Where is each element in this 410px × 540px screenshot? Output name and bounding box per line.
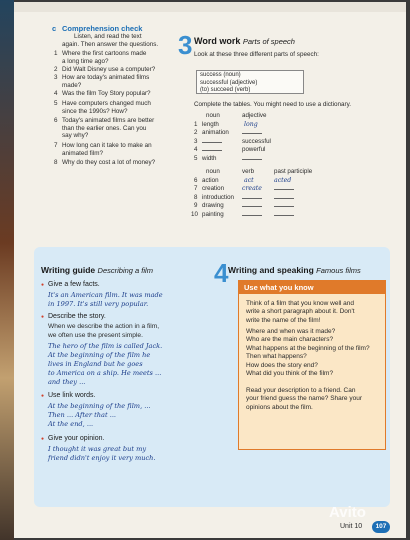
bullet-link-words: ● Use link words. [48,392,95,399]
textbook-page: c Comprehension check Listen, and read the text again. Then answer the questions. 1 Where the first cartoons made a long time ago? 2 Did Walt Disney use a computer? 3 How are today's animated films made? 4 Was the film Toy Story popular? 5 Have computers changed much since the 1990s? How? 6 Today's animated films are better than the earlier ones. Can you say why? 7 How long can it take to make an animated film? 8 Why do they cost a lot of money? 3 Word work Parts of speech Look at these three different parts of speech: success (noun) successful (adjective) (to) succeed (verb) Complete the tables. You might need to use a dictionary. noun adjective 1 length long 2 animation 3 successful 4 powerful 5 width noun verb past participle 6 action act acted 7 creation create 8 introduction 9 drawing 10 painting Writing guide Describing a film ● Give a few facts. It's an American film. It was made in 1997. It's still very popular. ● Describe the story. When we describe the action in a film, we often use the present simple. The hero of the film is called Jack. At the beginning of the film he lives in England but he goes to America on a ship. He meets ... and they ... ● Use link words. At the beginning of the film, ... Then ... After that ... At the end, ... ● Give your opinion. I thought it was great but my friend didn't enjoy it very much. 4 Writing and speaking Famous films Use what you know Think of a film that you know well and write a short paragraph about it. Don't write the name of the film! Where and when was it made? Who are the main characters? What happens at the beginning of the film? Then what happens? How does the story end? What did you think of the film? Read your description to a friend. Can your friend guess the name? Share your opinions about the film. Unit 10 107 Avito [14,2,406,538]
guide-questions: Where and when was it made? Who are the main characters? What happens at the beginning of the film? Then what happens? How does the story end? What did you think of the film? [246,328,370,378]
example-story: The hero of the film is called Jack. At the beginning of the film he lives in England but he goes to America on a ship. He meets ... and they ... [48,342,163,386]
task-outro: Read your description to a friend. Can your friend guess the name? Share your opinions about the film. [246,387,362,411]
question-2: 2 Did Walt Disney use a computer? [54,66,156,73]
example-link-words: At the beginning of the film, ... Then ... After that ... At the end, ... [48,402,151,428]
bullet-opinion: ● Give your opinion. [48,435,104,442]
comprehension-instructions-1: Listen, and read the text [74,33,142,40]
comprehension-letter: c [52,24,57,33]
question-6: 6 Today's animated films are better than the earlier ones. Can you say why? [54,117,155,140]
tables-instruction: Complete the tables. You might need to use a dictionary. [194,101,352,108]
parts-of-speech-box: success (noun) successful (adjective) (to) succeed (verb) [196,70,304,94]
page-top-band [14,2,406,12]
question-7: 7 How long can it take to make an animated film? [54,142,152,157]
unit-label: Unit 10 [340,523,363,530]
question-3: 3 How are today's animated films made? [54,74,150,89]
comprehension-title: Comprehension check [62,24,143,33]
avito-watermark: Avito [329,504,366,521]
story-note: When we describe the action in a film, we often use the present simple. [48,323,160,339]
use-what-you-know-title: Use what you know [239,281,385,294]
page-number: 107 [372,521,390,533]
adjacent-page-edge [0,0,14,540]
section-4-number: 4 [214,258,229,288]
section-3-number: 3 [178,30,193,60]
question-5: 5 Have computers changed much since the 1990s? How? [54,100,151,115]
bullet-facts: ● Give a few facts. [48,281,100,288]
question-1: 1 Where the first cartoons made a long time ago? [54,50,147,65]
bullet-story: ● Describe the story. [48,313,106,320]
comprehension-instructions-2: again. Then answer the questions. [62,41,159,48]
example-facts: It's an American film. It was made in 1997. It's still very popular. [48,291,163,308]
task-intro: Think of a film that you know well and write a short paragraph about it. Don't write the name of the film! [246,300,355,324]
word-work-heading: Word work Parts of speech [194,36,295,46]
question-8: 8 Why do they cost a lot of money? [54,159,156,166]
use-what-you-know-box [238,280,386,450]
question-4: 4 Was the film Toy Story popular? [54,90,151,97]
writing-speaking-heading: Writing and speaking Famous films [228,265,361,275]
example-opinion: I thought it was great but my friend didn't enjoy it very much. [48,445,156,462]
writing-guide-heading: Writing guide Describing a film [41,265,153,275]
word-work-intro: Look at these three different parts of speech: [194,51,319,58]
